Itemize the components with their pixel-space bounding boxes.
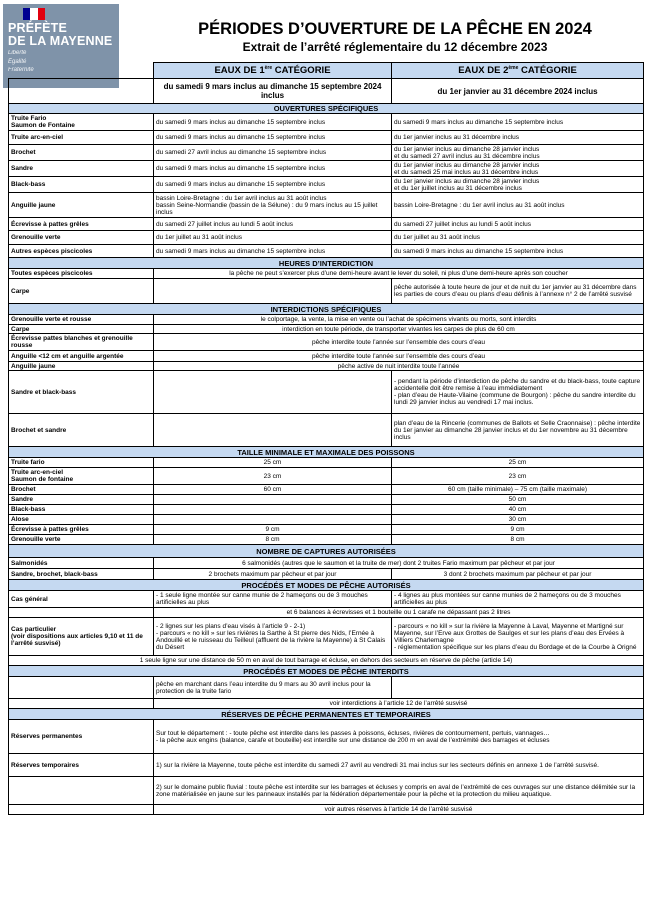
- table-row: [9, 515, 644, 525]
- table-row: [9, 608, 644, 618]
- table-row: [9, 677, 644, 699]
- page-title: PÉRIODES D’OUVERTURE DE LA PÊCHE EN 2024: [198, 20, 592, 38]
- cat1-value: [154, 495, 392, 505]
- table-row: [9, 362, 644, 371]
- cat1-header-suffix: CATÉGORIE: [272, 65, 331, 76]
- row-label: Sandre: [9, 495, 154, 505]
- empty-label: [9, 777, 154, 805]
- row-label: Salmonidés: [9, 558, 154, 569]
- row-label: Truite arc-en-ciel Saumon de fontaine: [9, 468, 154, 485]
- cat1-value: [154, 515, 392, 525]
- cat1-value: du samedi 27 avril inclus au dimanche 15 septembre inclus: [154, 145, 392, 161]
- section-row: [9, 666, 644, 677]
- shared-value: 1 seule ligne sur une distance de 50 m en aval de tout barrage et écluse, en dehors des secteurs en réserve de pêche (article 14): [9, 656, 644, 666]
- row-label: Carpe: [9, 325, 154, 334]
- table-row: [9, 656, 644, 666]
- cat2-value: du 1er janvier inclus au 31 décembre inclus: [392, 131, 644, 145]
- row-label: Carpe: [9, 279, 154, 304]
- page-subtitle: Extrait de l’arrêté réglementaire du 12 décembre 2023: [242, 40, 548, 54]
- cat2-value: 8 cm: [392, 535, 644, 545]
- cat1-value: [154, 279, 392, 304]
- table-row: [9, 245, 644, 258]
- table-row: [9, 414, 644, 447]
- table-row: [9, 805, 644, 815]
- table-row: [9, 468, 644, 485]
- table-row: [9, 218, 644, 231]
- cat2-value: - pendant la période d’interdiction de pêche du sandre et du black-bass, toute capture accidentelle doit être remise à l’eau immédiatement - plan d’eau de Haute-Vilaine (commune de Bourgon) : pêche du sandre interdite du lundi 29 janvier inclus au vendredi 17 mai inclus.: [392, 371, 644, 414]
- row-label: Truite Fario Saumon de Fontaine: [9, 114, 154, 131]
- cat2-value: du 1er janvier inclus au dimanche 28 janvier inclus et du samedi 25 mai inclus au 31 décembre inclus: [392, 161, 644, 177]
- cat1-value: du samedi 9 mars inclus au dimanche 15 septembre inclus: [154, 177, 392, 193]
- logo-motto-2: Égalité: [8, 58, 27, 65]
- row-label: Cas particulier (voir dispositions aux articles 9,10 et 11 de l’arrêté susvisé): [9, 618, 154, 656]
- shared-value: pêche interdite toute l’année sur l’ensemble des cours d’eau: [154, 334, 644, 351]
- cat2-value: du samedi 9 mars inclus au dimanche 15 septembre inclus: [392, 245, 644, 258]
- cat1-value: du samedi 9 mars inclus au dimanche 15 septembre inclus: [154, 131, 392, 145]
- row-label: Sandre: [9, 161, 154, 177]
- table-row: [9, 458, 644, 468]
- cat2-value: plan d’eau de la Rincerie (communes de Ballots et Selle Craonnaise) : pêche interdite du 1er janvier au dimanche 28 janvier inclus et du 1er novembre au 31 décembre inclus: [392, 414, 644, 447]
- cat1-value: 23 cm: [154, 468, 392, 485]
- cat2-value: 3 dont 2 brochets maximum par pêcheur et par jour: [392, 569, 644, 580]
- cat1-value: du 1er juillet au 31 août inclus: [154, 231, 392, 245]
- cat1-value: du samedi 9 mars inclus au dimanche 15 septembre inclus: [154, 161, 392, 177]
- shared-value: pêche interdite toute l’année sur l’ensemble des cours d’eau: [154, 351, 644, 362]
- dates-empty-cell: [9, 79, 154, 104]
- table-row: [9, 114, 644, 131]
- table-row: [9, 145, 644, 161]
- table-row: [9, 569, 644, 580]
- section-header-interdictions: INTERDICTIONS SPÉCIFIQUES: [9, 304, 644, 315]
- cat1-header-sup: ère: [264, 64, 273, 71]
- row-label: Brochet: [9, 485, 154, 495]
- cat2-header-prefix: EAUX DE 2: [458, 65, 509, 76]
- row-label: Cas général: [9, 591, 154, 608]
- cat2-value: [392, 677, 644, 699]
- logo-line1: PRÉFÈTE: [8, 21, 68, 35]
- cat1-dates: du samedi 9 mars inclus au dimanche 15 septembre 2024 inclus: [154, 79, 392, 104]
- row-label: Alose: [9, 515, 154, 525]
- row-label: Brochet: [9, 145, 154, 161]
- logo-motto-3: Fraternité: [8, 67, 34, 73]
- shared-value: Sur tout le département : - toute pêche est interdite dans les passes à poissons, écluses, rivières de contournement, pertuis, vannages… - la pêche aux engins (balance, carafe et bouteille) est interdite sur une distance de 200 m en aval de l’extrémité des barrages et écluses: [154, 720, 644, 754]
- row-label: Écrevisse à pattes grêles: [9, 218, 154, 231]
- cat2-value: 60 cm (taille minimale) – 75 cm (taille maximale): [392, 485, 644, 495]
- cat2-value: 9 cm: [392, 525, 644, 535]
- regulation-table: [8, 62, 644, 815]
- cat1-value: du samedi 9 mars inclus au dimanche 15 septembre inclus: [154, 114, 392, 131]
- table-row: [9, 131, 644, 145]
- table-row: [9, 315, 644, 325]
- cat1-value: 9 cm: [154, 525, 392, 535]
- cat1-value: du samedi 27 juillet inclus au lundi 5 août inclus: [154, 218, 392, 231]
- cat2-value: 25 cm: [392, 458, 644, 468]
- row-label: Black-bass: [9, 505, 154, 515]
- cat1-value: du samedi 9 mars inclus au dimanche 15 septembre inclus: [154, 245, 392, 258]
- cat2-value: pêche autorisée à toute heure de jour et de nuit du 1er janvier au 31 décembre dans les parties de cours d’eau ou plans d’eau définis à l’annexe n° 2 de l’arrêté susvisé: [392, 279, 644, 304]
- regulation-table-body: [9, 63, 644, 815]
- shared-value: 6 salmonidés (autres que le saumon et la truite de mer) dont 2 truites Fario maximum par pêcheur et par jour: [154, 558, 644, 569]
- french-flag-icon: [23, 8, 45, 20]
- shared-value: le colportage, la vente, la mise en vente ou l’achat de spécimens vivants ou morts, sont interdits: [154, 315, 644, 325]
- empty-label: [9, 677, 154, 699]
- section-header-heures: HEURES D’INTERDICTION: [9, 258, 644, 269]
- table-row: [9, 591, 644, 608]
- cat1-value: 60 cm: [154, 485, 392, 495]
- section-row: [9, 447, 644, 458]
- row-label: Toutes espèces piscicoles: [9, 269, 154, 279]
- section-header-procedes: PROCÉDÉS ET MODES DE PÊCHE AUTORISÉS: [9, 580, 644, 591]
- cat1-value: - 1 seule ligne montée sur canne munie de 2 hameçons ou de 3 mouches artificielles au plus: [154, 591, 392, 608]
- row-label: Écrevisse pattes blanches et grenouille rousse: [9, 334, 154, 351]
- table-row: [9, 495, 644, 505]
- row-label: Anguille jaune: [9, 362, 154, 371]
- row-label: Grenouille verte et rousse: [9, 315, 154, 325]
- logo-line2: DE LA MAYENNE: [8, 34, 113, 48]
- row-label: Sandre et black-bass: [9, 371, 154, 414]
- row-label: Sandre, brochet, black-bass: [9, 569, 154, 580]
- cat1-value: [154, 414, 392, 447]
- cat1-header: [154, 63, 392, 79]
- row-label: Truite fario: [9, 458, 154, 468]
- table-row: [9, 618, 644, 656]
- shared-value: voir interdictions à l’article 12 de l’arrêté susvisé: [154, 699, 644, 709]
- row-label: Anguille jaune: [9, 193, 154, 218]
- row-label: Brochet et sandre: [9, 414, 154, 447]
- table-row: [9, 279, 644, 304]
- cat2-value: - 4 lignes au plus montées sur canne munies de 2 hameçons ou de 3 mouches artificielles au plus: [392, 591, 644, 608]
- table-row: [9, 371, 644, 414]
- table-row: [9, 485, 644, 495]
- row-label: Grenouille verte: [9, 231, 154, 245]
- cat2-value: du samedi 9 mars inclus au dimanche 15 septembre inclus: [392, 114, 644, 131]
- table-row: [9, 269, 644, 279]
- cat1-value: [154, 505, 392, 515]
- table-row: [9, 525, 644, 535]
- table-row: [9, 754, 644, 777]
- row-label: Black-bass: [9, 177, 154, 193]
- cat2-header: [392, 63, 644, 79]
- table-row: [9, 334, 644, 351]
- row-label: Autres espèces piscicoles: [9, 245, 154, 258]
- header-empty-cell: [9, 63, 154, 79]
- table-row: [9, 505, 644, 515]
- section-row: [9, 258, 644, 269]
- section-row: [9, 709, 644, 720]
- cat2-value: 23 cm: [392, 468, 644, 485]
- section-header-ouvertures: OUVERTURES SPÉCIFIQUES: [9, 104, 644, 114]
- section-row: [9, 104, 644, 114]
- row-label: Grenouille verte: [9, 535, 154, 545]
- cat2-header-suffix: CATÉGORIE: [518, 65, 577, 76]
- table-row: [9, 231, 644, 245]
- cat2-value: du samedi 27 juillet inclus au lundi 5 août inclus: [392, 218, 644, 231]
- row-label: Réserves temporaires: [9, 754, 154, 777]
- shared-value: pêche active de nuit interdite toute l’année: [154, 362, 644, 371]
- table-row: [9, 161, 644, 177]
- section-row: [9, 580, 644, 591]
- cat2-value: bassin Loire-Bretagne : du 1er avril inclus au 31 août inclus: [392, 193, 644, 218]
- cat1-header-prefix: EAUX DE 1: [214, 65, 265, 76]
- table-row: [9, 535, 644, 545]
- section-header-reserves: RÉSERVES DE PÊCHE PERMANENTES ET TEMPORAIRES: [9, 709, 644, 720]
- section-header-taille: TAILLE MINIMALE ET MAXIMALE DES POISSONS: [9, 447, 644, 458]
- cat1-value: bassin Loire-Bretagne : du 1er avril inclus au 31 août inclus bassin Seine-Normandie (bassin de la Sélune) : du 9 mars inclus au 15 juillet inclus: [154, 193, 392, 218]
- row-label: Écrevisse à pattes grêles: [9, 525, 154, 535]
- shared-value: 1) sur la rivière la Mayenne, toute pêche est interdite du samedi 27 avril au vendredi 31 mai inclus sur les secteurs définis en annexe 1 de l’arrêté susvisé.: [154, 754, 644, 777]
- shared-value: et 6 balances à écrevisses et 1 bouteille ou 1 carafe ne dépassant pas 2 litres: [154, 608, 644, 618]
- cat2-value: du 1er juillet au 31 août inclus: [392, 231, 644, 245]
- cat2-value: 50 cm: [392, 495, 644, 505]
- cat1-value: pêche en marchant dans l’eau interdite du 9 mars au 30 avril inclus pour la protection de la truite fario: [154, 677, 392, 699]
- table-row: [9, 720, 644, 754]
- cat2-header-sup: ème: [508, 64, 519, 71]
- cat1-value: - 2 lignes sur les plans d’eau visés à l’article 9 - 2-1) - parcours « no kill » sur les rivières la Sarthe à St pierre des Nids, l’Ernée à Andouillé et le ruisseau du Teilleul (affluent de la rivière la Mayenne) à St Calais du Désert: [154, 618, 392, 656]
- cat1-value: 25 cm: [154, 458, 392, 468]
- section-header-proc_interdits: PROCÉDÉS ET MODES DE PÊCHE INTERDITS: [9, 666, 644, 677]
- row-label: Réserves permanentes: [9, 720, 154, 754]
- cat1-value: [154, 371, 392, 414]
- table-row: [9, 193, 644, 218]
- shared-value: interdiction en toute période, de transporter vivantes les carpes de plus de 60 cm: [154, 325, 644, 334]
- section-row: [9, 545, 644, 558]
- empty-label: [9, 608, 154, 618]
- section-row: [9, 304, 644, 315]
- cat1-value: 8 cm: [154, 535, 392, 545]
- cat2-value: - parcours « no kill » sur la rivière la Mayenne à Laval, Mayenne et Martigné sur Mayenne, sur l’Erve aux Grottes de Saulges et sur les plans d’eau des Ervées à Villiers Charlemagne - réglementation spécifique sur les plans d’eau du Bordage et de la Courbe à Origné: [392, 618, 644, 656]
- shared-value: voir autres réserves à l’article 14 de l’arrêté susvisé: [154, 805, 644, 815]
- cat2-dates: du 1er janvier au 31 décembre 2024 inclus: [392, 79, 644, 104]
- table-row: [9, 777, 644, 805]
- shared-value: la pêche ne peut s’exercer plus d’une demi-heure avant le lever du soleil, ni plus d’une demi-heure après son coucher: [154, 269, 644, 279]
- cat2-value: 40 cm: [392, 505, 644, 515]
- table-row: [9, 558, 644, 569]
- empty-label: [9, 805, 154, 815]
- table-row: [9, 699, 644, 709]
- table-row: [9, 351, 644, 362]
- table-row: [9, 177, 644, 193]
- logo-motto-1: Liberté: [8, 50, 27, 56]
- cat1-value: 2 brochets maximum par pêcheur et par jour: [154, 569, 392, 580]
- section-header-captures: NOMBRE DE CAPTURES AUTORISÉES: [9, 545, 644, 558]
- cat2-value: du 1er janvier inclus au dimanche 28 janvier inclus et du samedi 27 avril inclus au 31 décembre inclus: [392, 145, 644, 161]
- empty-label: [9, 699, 154, 709]
- row-label: Truite arc-en-ciel: [9, 131, 154, 145]
- table-row: [9, 325, 644, 334]
- cat2-value: du 1er janvier inclus au dimanche 28 janvier inclus et du 1er juillet inclus au 31 décembre inclus: [392, 177, 644, 193]
- shared-value: 2) sur le domaine public fluvial : toute pêche est interdite sur les barrages et écluses y compris en aval de l’extrémité de ces ouvrages sur une distance délimitée sur la zone matérialisée en jaune sur les panneaux installés par la fédération départementale pour la pêche et la protection du milieu aquatique.: [154, 777, 644, 805]
- cat2-value: 30 cm: [392, 515, 644, 525]
- row-label: Anguille <12 cm et anguille argentée: [9, 351, 154, 362]
